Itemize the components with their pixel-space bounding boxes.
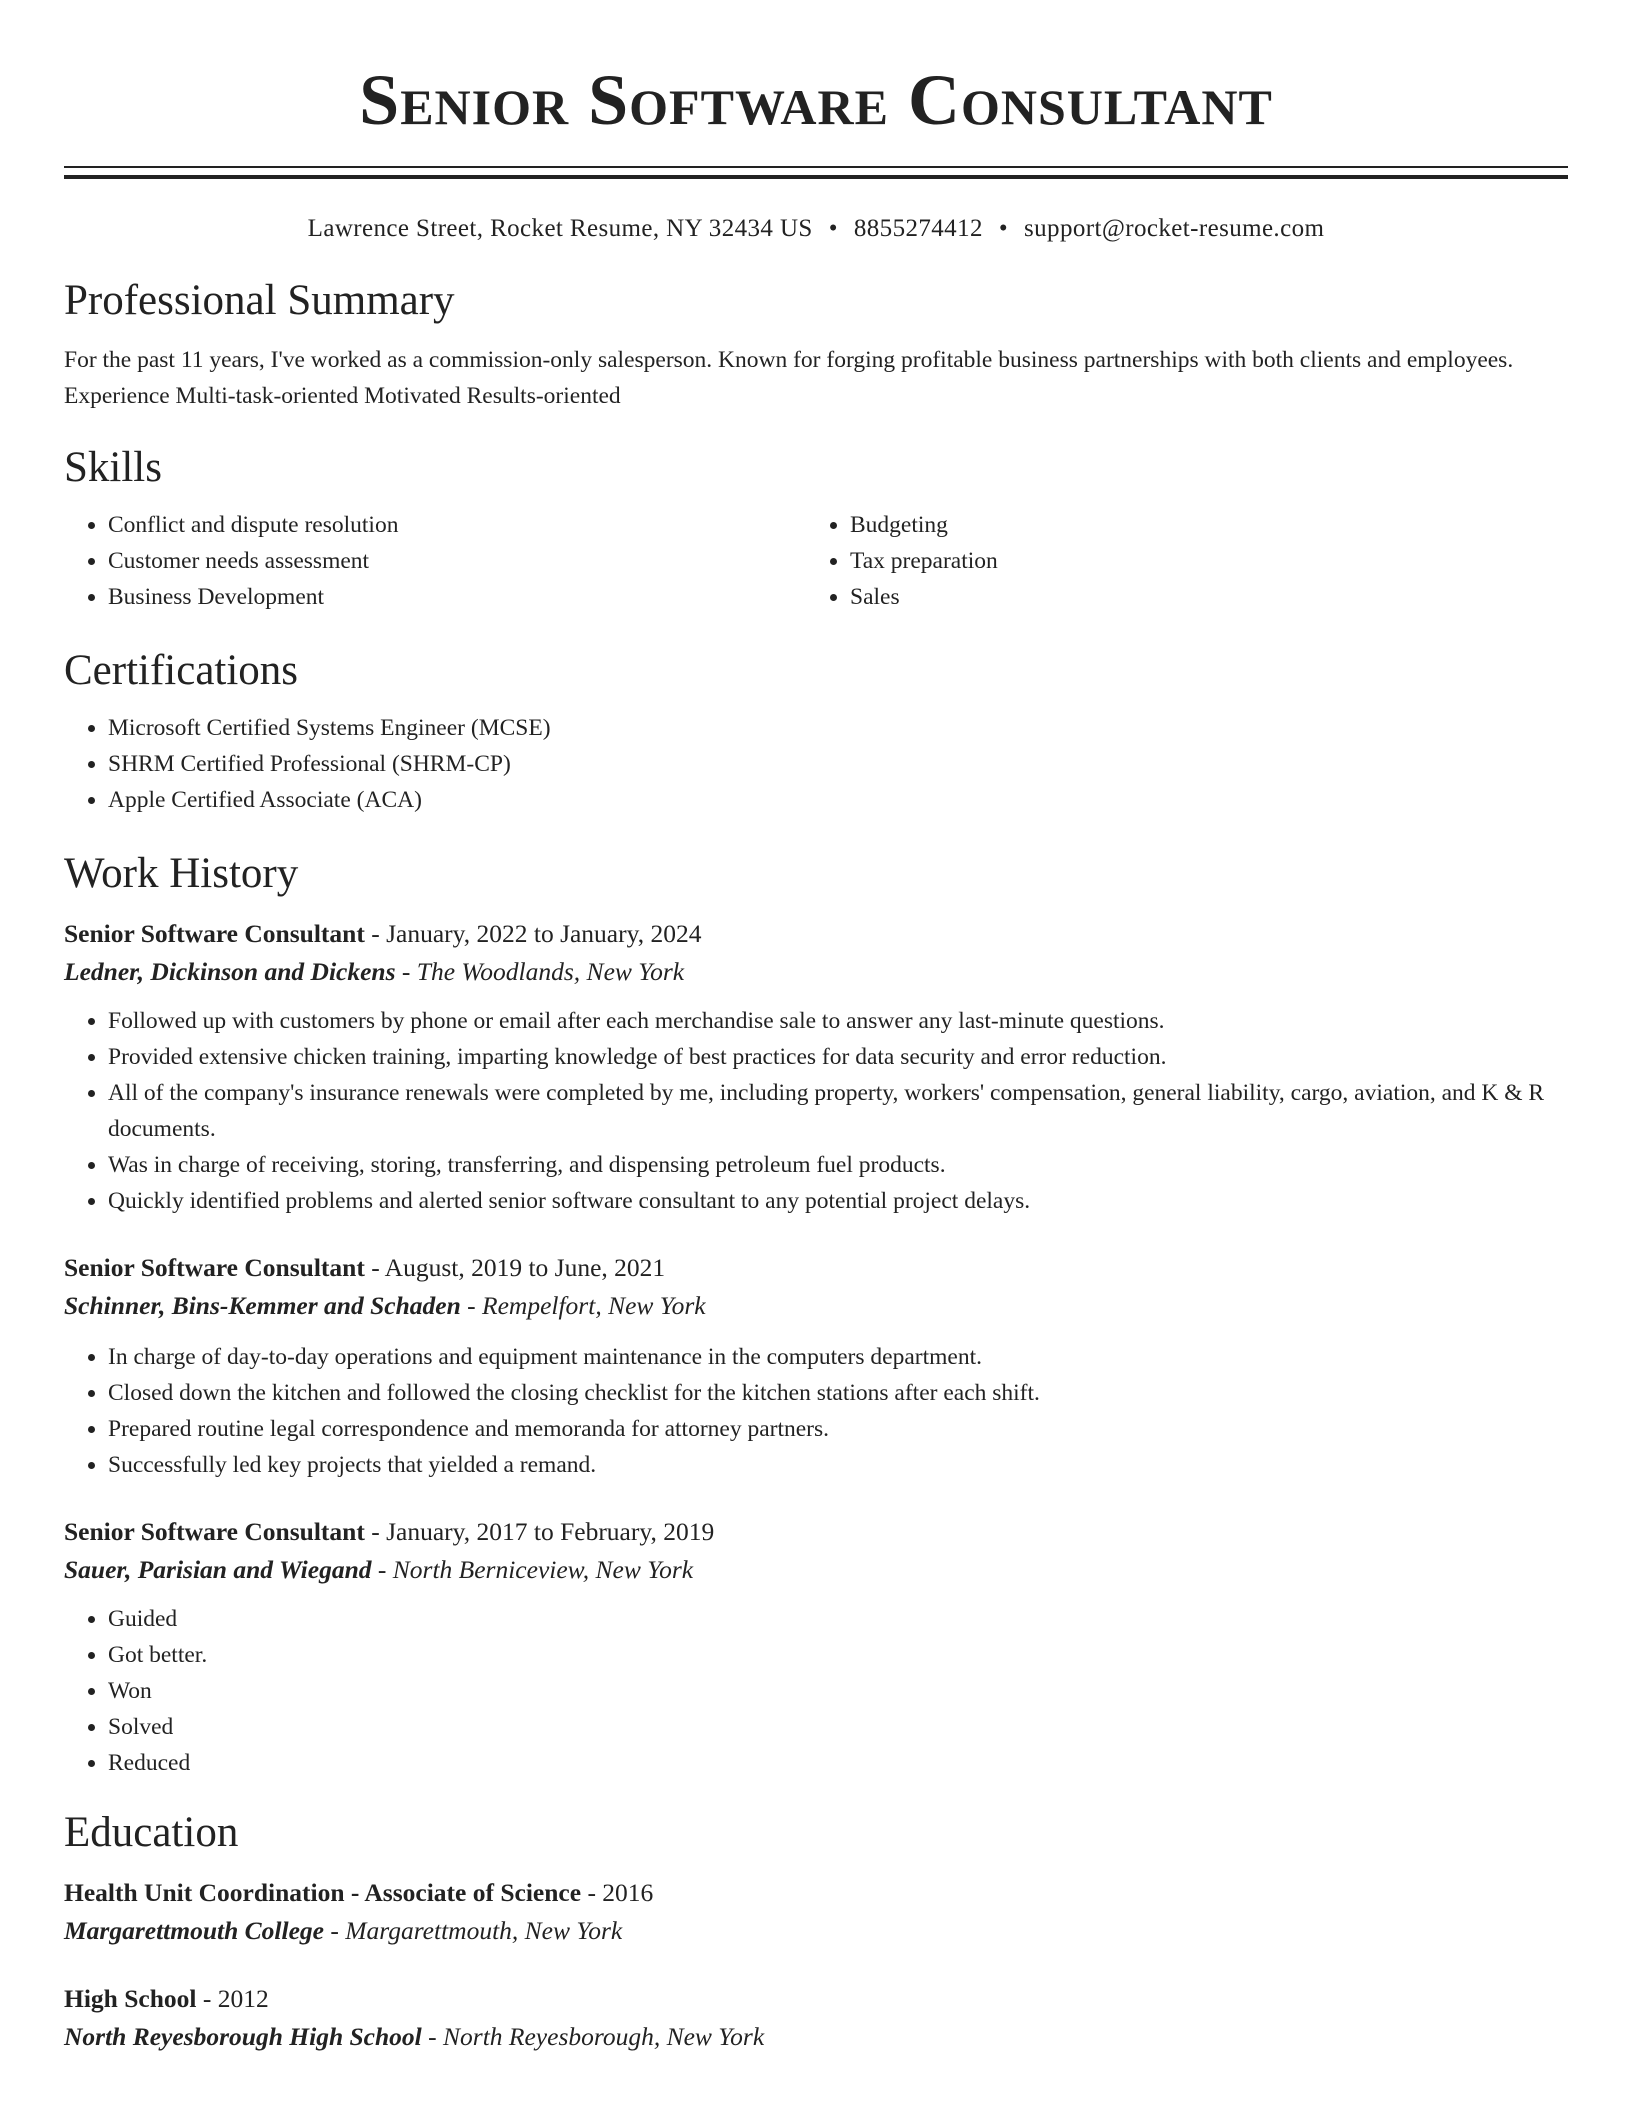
education-school: North Reyesborough High School — [64, 2022, 422, 2051]
job-bullet: • Got better. — [108, 1637, 1568, 1673]
certification-item: • SHRM Certified Professional (SHRM-CP) — [108, 746, 1568, 782]
job-company: Schinner, Bins-Kemmer and Schaden — [64, 1291, 461, 1320]
job-bullet: • All of the company's insurance renewals were completed by me, including property, workers' compensation, general liability, cargo, aviation, and K & R documents. — [108, 1075, 1568, 1147]
skill-item: • Tax preparation — [850, 543, 1548, 579]
certifications-heading: Certifications — [64, 647, 299, 694]
skill-item: • Budgeting — [850, 507, 1548, 543]
contact-email: support@rocket-resume.com — [1024, 215, 1325, 242]
certification-item: • Microsoft Certified Systems Engineer (MCSE) — [108, 710, 1568, 746]
job-bullet: • Followed up with customers by phone or email after each merchandise sale to answer any last-minute questions. — [108, 1003, 1568, 1039]
job-title: Senior Software Consultant — [64, 1517, 365, 1546]
job-bullets — [64, 1003, 1568, 1219]
work-history-heading: Work History — [64, 850, 299, 897]
education-degree: High School — [64, 1984, 197, 2013]
job-location: - North Berniceview, New York — [371, 1555, 694, 1584]
skill-item: • Sales — [850, 579, 1548, 615]
job-bullets — [64, 1601, 1568, 1781]
job-company: Sauer, Parisian and Wiegand — [64, 1555, 372, 1584]
skill-item: • Conflict and dispute resolution — [108, 507, 806, 543]
contact-phone: 8855274412 — [853, 215, 983, 242]
job-bullet: • Was in charge of receiving, storing, transferring, and dispensing petroleum fuel products. — [108, 1147, 1568, 1183]
job-title: Senior Software Consultant — [64, 919, 365, 948]
contact-line — [64, 215, 1568, 243]
education-entry — [64, 1980, 1568, 2056]
job-bullet: • Prepared routine legal correspondence and memoranda for attorney partners. — [108, 1411, 1568, 1447]
job-bullet: • Won — [108, 1673, 1568, 1709]
education-year: - 2012 — [196, 1984, 269, 2013]
job-entry — [64, 1249, 1568, 1483]
job-bullet: • Reduced — [108, 1745, 1568, 1781]
education-heading: Education — [64, 1809, 239, 1856]
resume-name: Senior Software Consultant — [359, 60, 1273, 140]
skills-list — [64, 507, 1568, 615]
job-location: - The Woodlands, New York — [395, 957, 685, 986]
education-year: - 2016 — [581, 1878, 654, 1907]
skill-item: • Business Development — [108, 579, 806, 615]
job-bullet: • Successfully led key projects that yielded a remand. — [108, 1447, 1568, 1483]
job-company: Ledner, Dickinson and Dickens — [64, 957, 396, 986]
job-entry — [64, 1513, 1568, 1781]
job-bullets — [64, 1339, 1568, 1483]
certifications-list — [64, 710, 1568, 818]
job-location: - Rempelfort, New York — [460, 1291, 706, 1320]
job-dates: - August, 2019 to June, 2021 — [364, 1253, 666, 1282]
job-bullet: • Quickly identified problems and alerted senior software consultant to any potential project delays. — [108, 1183, 1568, 1219]
job-title: Senior Software Consultant — [64, 1253, 365, 1282]
job-bullet: • Solved — [108, 1709, 1568, 1745]
job-bullet: • Guided — [108, 1601, 1568, 1637]
certification-item: • Apple Certified Associate (ACA) — [108, 782, 1568, 818]
education-degree: Health Unit Coordination - Associate of Science — [64, 1878, 582, 1907]
contact-separator: • — [998, 215, 1009, 242]
header-rule-bottom — [64, 175, 1568, 179]
skill-item: • Customer needs assessment — [108, 543, 806, 579]
contact-address: Lawrence Street, Rocket Resume, NY 32434 US — [307, 215, 813, 242]
job-bullet: • Provided extensive chicken training, imparting knowledge of best practices for data security and error reduction. — [108, 1039, 1568, 1075]
education-school: Margarettmouth College — [64, 1916, 324, 1945]
contact-separator: • — [828, 215, 838, 242]
job-entry — [64, 915, 1568, 1219]
job-dates: - January, 2022 to January, 2024 — [364, 919, 702, 948]
job-bullet: • Closed down the kitchen and followed the closing checklist for the kitchen stations after each shift. — [108, 1375, 1568, 1411]
education-location: - Margarettmouth, New York — [323, 1916, 623, 1945]
summary-heading: Professional Summary — [64, 277, 455, 324]
skills-heading: Skills — [64, 444, 162, 491]
education-entry — [64, 1874, 1568, 1950]
summary-text: For the past 11 years, I've worked as a commission-only salesperson. Known for forging profitable business partnerships with both clients and employees. Experience Multi-task-oriented Motivated Results-oriented — [64, 347, 1514, 409]
job-dates: - January, 2017 to February, 2019 — [364, 1517, 715, 1546]
job-bullet: • In charge of day-to-day operations and equipment maintenance in the computers department. — [108, 1339, 1568, 1375]
education-location: - North Reyesborough, New York — [421, 2022, 765, 2051]
